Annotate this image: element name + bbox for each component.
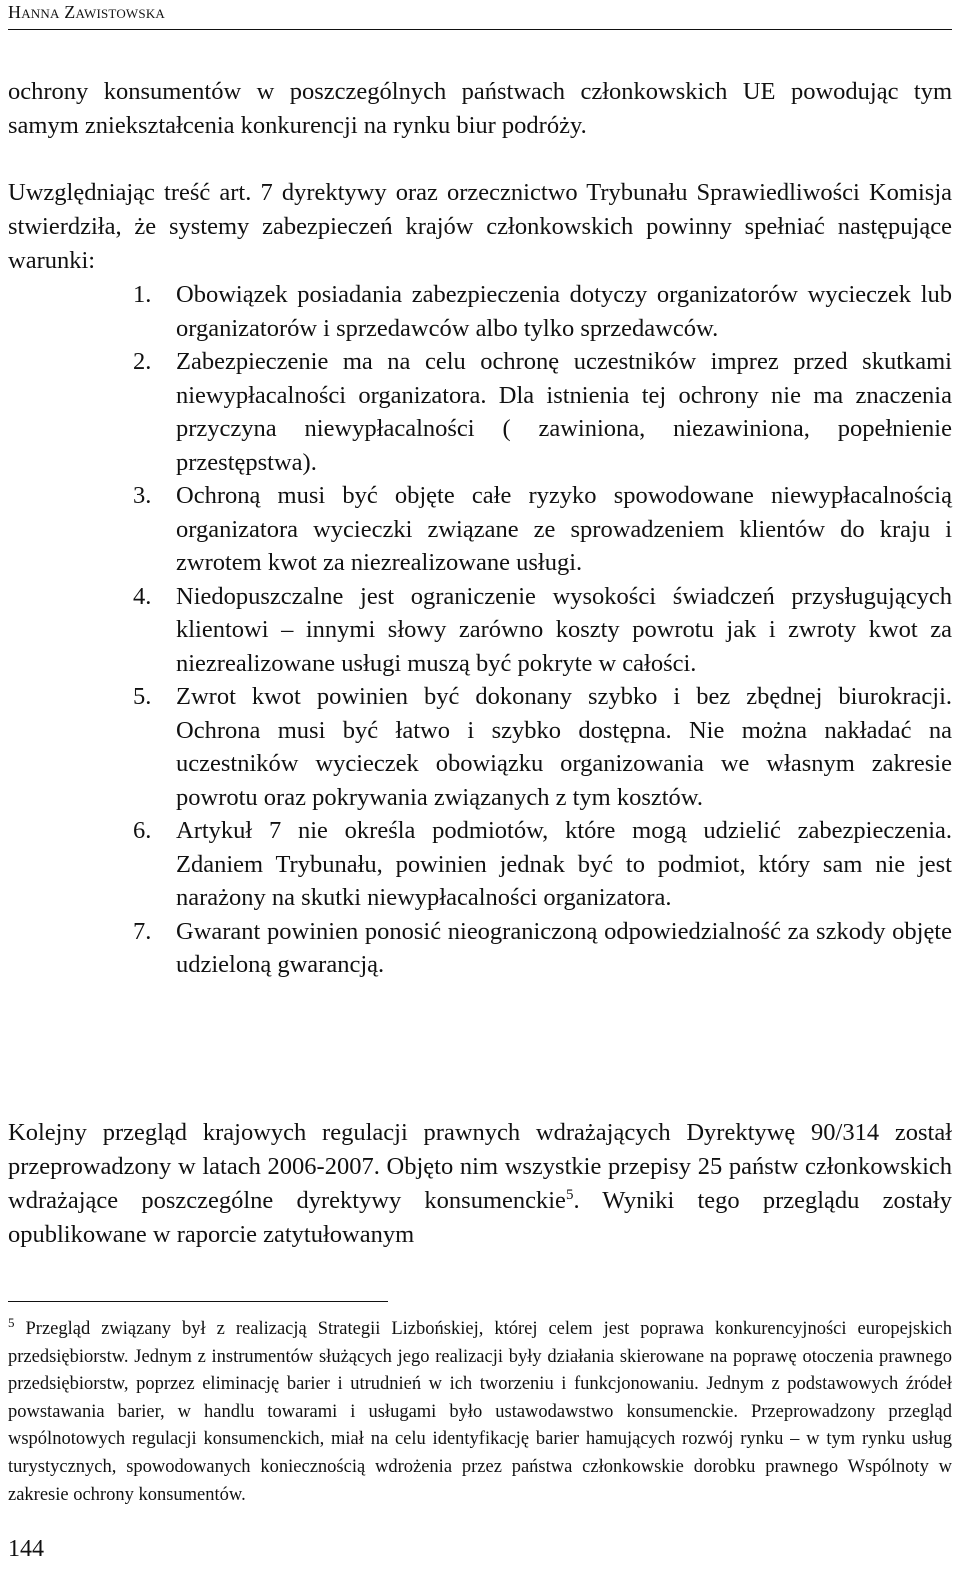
list-item-text: Gwarant powinien ponosić nieograniczoną odpowiedzialność za szkody objęte udzieloną gwarancją. [176,917,952,978]
paragraph-intro: ochrony konsumentów w poszczególnych państwach członkowskich UE powodując tym samym zniekształcenia konkurencji na rynku biur podróży. [8,78,952,139]
list-item [8,915,952,982]
list-item [8,278,952,345]
paragraph-review-text-end: . Wyniki tego przeglądu zostały opublikowane w raporcie zatytułowanym [8,1187,952,1248]
footnote-number: 5 [8,1315,15,1330]
paragraph-review [8,1116,952,1252]
footnote-divider [8,1301,388,1302]
list-item-number: 4. [133,582,152,610]
list-item-text: Ochroną musi być objęte całe ryzyko spowodowane niewypłacalnością organizatora wycieczki związane ze sprowadzeniem klientów do kraju i zwrotem kwot za niezrealizowane usługi. [176,482,952,576]
list-item [8,479,952,580]
list-item-text: Zabezpieczenie ma na celu ochronę uczestników imprez przed skutkami niewypłacalności organizatora. Dla istnienia tej ochrony nie ma znaczenia przyczyna niewypłacalności ( zawiniona, niezawiniona, popełnienie przestępstwa). [176,348,952,476]
list-item-number: 7. [133,917,152,945]
list-item-text: Niedopuszczalne jest ograniczenie wysokości świadczeń przysługujących klientowi – innymi słowy zarówno koszty powrotu jak i zwroty kwot za niezrealizowane usługi muszą być pokryte w całości. [176,582,952,677]
list-item-text: Artykuł 7 nie określa podmiotów, które mogą udzielić zabezpieczenia. Zdaniem Trybunału, powinien jednak być to podmiot, który sam nie jest narażony na skutki niewypłacalności organizatora. [176,817,952,911]
list-item-number: 1. [133,281,152,308]
list-item-number: 5. [133,683,152,710]
list-item-number: 2. [133,348,152,375]
list-item-number: 6. [133,817,152,844]
footnote-reference[interactable]: 5 [565,1187,574,1203]
list-item-number: 3. [133,482,152,509]
list-item [8,814,952,915]
conditions-list [8,278,952,982]
footnote-text: Przegląd związany był z realizacją Strategii Lizbońskiej, której celem jest poprawa konkurencyjności europejskich przedsiębiorstw. Jednym z instrumentów służących jego realizacji były działania skierowane na poprawę otoczenia prawnego przedsiębiorstw, poprzez eliminację barier i utrudnień w ich tworzeniu i funkcjonowaniu. Jednym z podstawowych źródeł powstawania barier, w handlu towarami i usługami było ustawodawstwo konsumenckie. Przeprowadzony przegląd wspólnotowych regulacji konsumenckich, miał na celu identyfikację barier hamujących rozwój rynku – w tym rynku usług turystycznych, spowodowanych koniecznością wdrożenia przez państwa członkowskie dorobku prawnego Wspólnoty w zakresie ochrony konsumentów. [8,1319,953,1505]
page-number: 144 [8,1536,44,1562]
list-item [8,580,952,681]
paragraph-review-text: Kolejny przegląd krajowych regulacji prawnych wdrażających Dyrektywę 90/314 został przeprowadzony w latach 2006-2007. Objęto nim wszystkie przepisy 25 państw członkowskich wdrażające poszczególne dyrektywy konsumenckie [8,1119,952,1214]
running-header-author: Hanna Zawistowska [8,2,165,22]
footnote [8,1316,952,1509]
list-item-text: Obowiązek posiadania zabezpieczenia dotyczy organizatorów wycieczek lub organizatorów i sprzedawców albo tylko sprzedawców. [176,281,952,342]
header-divider [8,29,952,30]
list-item [8,345,952,479]
list-item [8,680,952,814]
paragraph-conditions: Uwzględniając treść art. 7 dyrektywy oraz orzecznictwo Trybunału Sprawiedliwości Komisja stwierdziła, że systemy zabezpieczeń krajów członkowskich powinny spełniać następujące warunki: [8,179,952,274]
list-item-text: Zwrot kwot powinien być dokonany szybko i bez zbędnej biurokracji. Ochrona musi być łatwo i szybko dostępna. Nie można nakładać na uczestników wycieczek obowiązku organizowania we własnym zakresie powrotu oraz pokrywania związanych z tym kosztów. [176,683,952,811]
